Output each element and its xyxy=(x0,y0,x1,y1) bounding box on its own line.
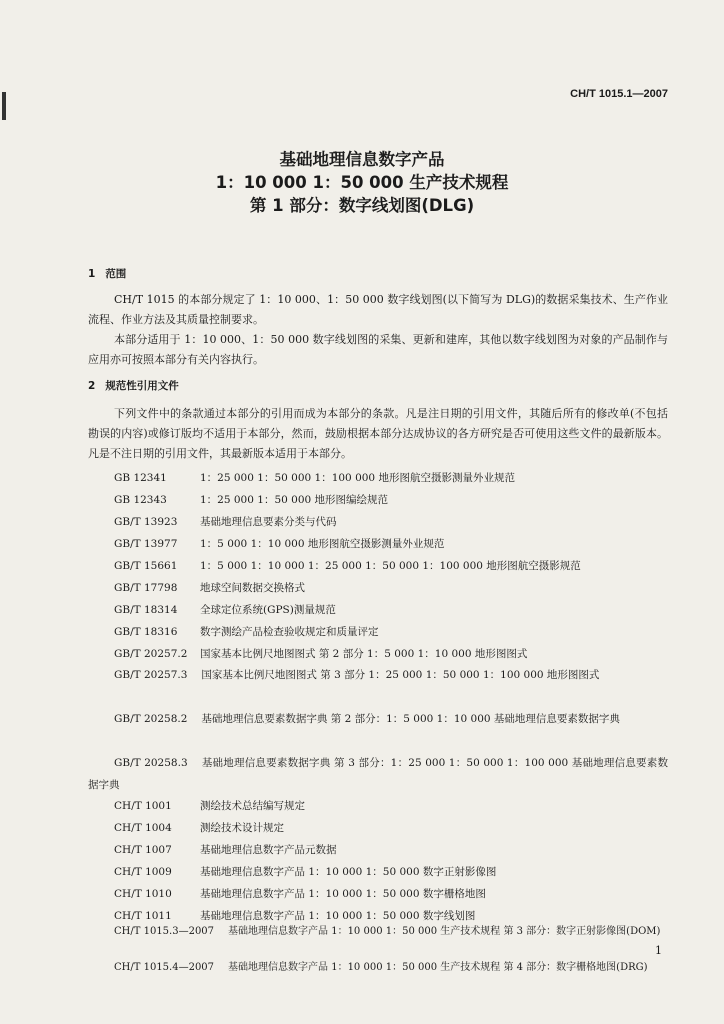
reference-code: GB 12341 xyxy=(114,472,167,484)
reference-code: GB/T 18314 xyxy=(114,604,178,616)
reference-item xyxy=(114,558,581,573)
reference-code: CH/T 1011 xyxy=(114,910,172,922)
reference-item-wrapped xyxy=(88,664,668,686)
standard-code: CH/T 1015.1—2007 xyxy=(570,88,668,100)
reference-code: GB 12343 xyxy=(114,494,167,506)
scope-paragraph-2: 本部分适用于 1：10 000、1：50 000 数字线划图的采集、更新和建库，其他以数字线划图为对象的产品制作与应用亦可按照本部分有关内容执行。 xyxy=(88,333,668,366)
reference-item xyxy=(114,624,379,639)
scan-edge-mark xyxy=(2,92,6,120)
title-line-3: 第 1 部分：数字线划图(DLG) xyxy=(249,196,475,215)
reference-title: 1：5 000 1：10 000 1：25 000 1：50 000 1：100 000 地形图航空摄影规范 xyxy=(200,560,581,572)
reference-code: CH/T 1010 xyxy=(114,888,172,900)
reference-code: CH/T 1001 xyxy=(114,800,172,812)
reference-title: 测绘技术设计规定 xyxy=(200,822,284,834)
reference-item-wrapped xyxy=(88,708,668,730)
reference-item xyxy=(114,842,337,857)
reference-title: 基础地理信息数字产品 1：10 000 1：50 000 数字线划图 xyxy=(200,910,476,922)
reference-item xyxy=(114,492,388,507)
section-1-heading xyxy=(88,266,126,281)
reference-title: 基础地理信息数字产品 1：10 000 1：50 000 生产技术规程 第 3 部分：数字正射影像图(DOM) xyxy=(228,926,661,937)
reference-code: CH/T 1009 xyxy=(114,866,172,878)
reference-code: CH/T 1007 xyxy=(114,844,172,856)
reference-title: 全球定位系统(GPS)测量规范 xyxy=(200,604,336,616)
reference-title: 基础地理信息要素分类与代码 xyxy=(200,516,337,528)
reference-code: GB/T 20257.2 xyxy=(114,648,188,660)
section-title: 规范性引用文件 xyxy=(105,380,179,392)
section-number: 1 xyxy=(88,268,96,280)
reference-title: 1：25 000 1：50 000 1：100 000 地形图航空摄影测量外业规范 xyxy=(200,472,515,484)
reference-item xyxy=(114,864,496,879)
reference-code: GB/T 13923 xyxy=(114,516,178,528)
reference-title: 1：25 000 1：50 000 地形图编绘规范 xyxy=(200,494,389,506)
reference-title: 数字测绘产品检查验收规定和质量评定 xyxy=(200,626,379,638)
reference-item xyxy=(114,798,305,813)
title-line-2: 1：10 000 1：50 000 生产技术规程 xyxy=(215,173,509,192)
title-block xyxy=(0,148,724,217)
reference-code: GB/T 17798 xyxy=(114,582,178,594)
section-number: 2 xyxy=(88,380,96,392)
title-line-1: 基础地理信息数字产品 xyxy=(279,150,445,169)
reference-item xyxy=(114,580,305,595)
section-title: 范围 xyxy=(105,268,127,280)
reference-item-wrapped xyxy=(88,960,668,976)
reference-item xyxy=(114,602,336,617)
reference-code: GB/T 20258.3 xyxy=(114,757,188,769)
reference-item-wrapped xyxy=(88,752,668,796)
reference-title: 基础地理信息数字产品 1：10 000 1：50 000 数字正射影像图 xyxy=(200,866,497,878)
reference-title: 测绘技术总结编写规定 xyxy=(200,800,305,812)
reference-title: 基础地理信息数字产品元数据 xyxy=(200,844,337,856)
reference-item xyxy=(114,908,475,923)
reference-code: GB/T 15661 xyxy=(114,560,178,572)
references-intro: 下列文件中的条款通过本部分的引用而成为本部分的条款。凡是注日期的引用文件，其随后所有的修改单(不包括勘误的内容)或修订版均不适用于本部分，然而，鼓励根据本部分达成协议的各方研究是否可使用这些文件的最新版本。凡是不注日期的引用文件，其最新版本适用于本部分。 xyxy=(88,407,668,460)
reference-item xyxy=(114,514,337,529)
reference-title: 国家基本比例尺地图图式 第 2 部分 1：5 000 1：10 000 地形图图式 xyxy=(200,648,528,660)
reference-item xyxy=(114,470,515,485)
reference-title: 基础地理信息要素数据字典 第 2 部分：1：5 000 1：10 000 基础地理信息要素数据字典 xyxy=(201,713,620,725)
reference-code: GB/T 20258.2 xyxy=(114,713,188,725)
reference-title: 基础地理信息要素数据字典 第 3 部分：1：25 000 1：50 000 1：100 000 基础地理信息要素数据字典 xyxy=(88,757,668,791)
reference-code: CH/T 1015.4—2007 xyxy=(114,962,215,973)
scope-paragraph-1: CH/T 1015 的本部分规定了 1：10 000、1：50 000 数字线划图(以下简写为 DLG)的数据采集技术、生产作业流程、作业方法及其质量控制要求。 xyxy=(88,293,668,326)
reference-title: 基础地理信息数字产品 1：10 000 1：50 000 生产技术规程 第 4 部分：数字栅格地图(DRG) xyxy=(228,962,648,973)
reference-title: 基础地理信息数字产品 1：10 000 1：50 000 数字栅格地图 xyxy=(200,888,486,900)
reference-code: GB/T 20257.3 xyxy=(114,669,188,681)
reference-item xyxy=(114,886,486,901)
reference-item xyxy=(114,536,444,551)
reference-code: GB/T 18316 xyxy=(114,626,178,638)
reference-title: 地球空间数据交换格式 xyxy=(200,582,305,594)
reference-code: CH/T 1015.3—2007 xyxy=(114,926,215,937)
reference-item-wrapped xyxy=(88,924,668,940)
reference-code: GB/T 13977 xyxy=(114,538,178,550)
reference-title: 1：5 000 1：10 000 地形图航空摄影测量外业规范 xyxy=(200,538,445,550)
reference-code: CH/T 1004 xyxy=(114,822,172,834)
reference-item xyxy=(114,820,284,835)
reference-item xyxy=(114,646,527,661)
section-2-heading xyxy=(88,378,179,393)
page-number: 1 xyxy=(655,944,662,957)
reference-title: 国家基本比例尺地图图式 第 3 部分 1：25 000 1：50 000 1：100 000 地形图图式 xyxy=(201,669,600,681)
